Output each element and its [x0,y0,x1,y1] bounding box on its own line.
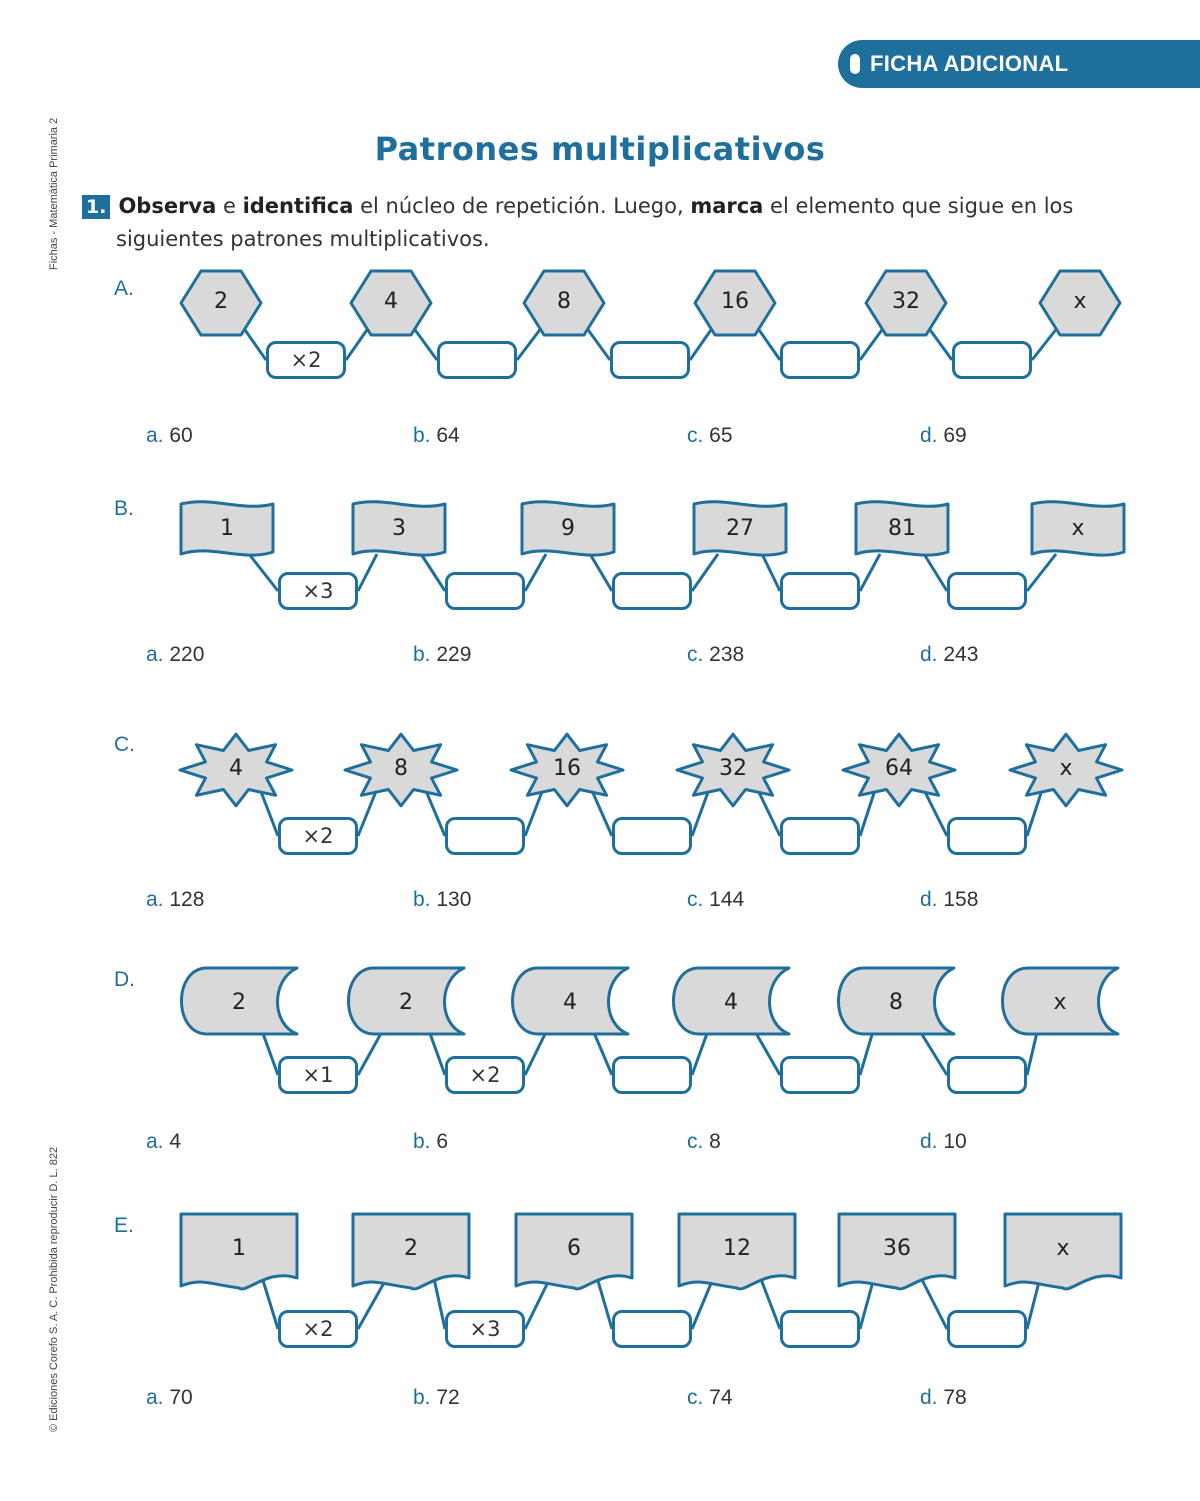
connector-line [757,327,780,360]
answer-option[interactable] [687,643,744,667]
answer-option-letter: d. [920,888,938,911]
operator-blank-box[interactable] [610,341,690,379]
connector-line [759,1274,780,1329]
connector-line [860,554,880,591]
answer-option-value: 65 [703,424,733,447]
connector-line [413,327,437,360]
pattern-value: 4 [229,756,243,781]
operator-blank-box[interactable] [780,1056,860,1094]
operator-blank-box[interactable] [612,1056,692,1094]
pattern-value: x [1053,990,1067,1015]
answer-option-value: 243 [937,643,979,666]
operator-blank-box[interactable] [780,817,860,855]
answer-option-value: 72 [430,1386,460,1409]
answer-option-letter: c. [687,1386,704,1409]
connector-line [1027,554,1056,591]
answer-option[interactable] [920,1386,967,1410]
pattern-value: 8 [889,990,903,1015]
answer-option-value: 8 [703,1130,721,1153]
answer-option-value: 4 [163,1130,182,1153]
pattern-value: 6 [567,1236,581,1261]
operator-blank-box[interactable] [780,341,860,379]
pattern-value: 27 [726,516,754,541]
page-title: Patrones multiplicativos [374,130,826,168]
connector-line [762,554,780,591]
instruction-verb-observa: Observa [118,194,217,218]
pattern-value: 2 [399,990,413,1015]
operator-blank-box[interactable] [445,572,525,610]
connector-line [924,554,947,591]
pattern-value: 64 [885,756,913,781]
answer-option-letter: d. [920,643,938,666]
operator-box: ×3 [278,572,358,610]
operator-blank-box[interactable] [952,341,1032,379]
pattern-value: 2 [214,289,228,314]
connector-line [928,327,952,360]
connector-line [346,327,369,360]
answer-option-letter: c. [687,888,704,911]
connector-line [421,554,445,591]
operator-blank-box[interactable] [947,1310,1027,1348]
side-credit-bottom: © Ediciones Corefo S. A. C. Prohibida reproducir D. L. 822 [48,1146,60,1432]
instruction-number: 1. [82,195,110,219]
instruction-verb-marca: marca [690,194,764,218]
answer-option[interactable] [920,888,978,912]
answer-option-value: 158 [937,888,979,911]
connector-line [586,327,610,360]
answer-option-letter: a. [146,1386,164,1409]
pattern-value: 1 [232,1236,246,1261]
pattern-value: 9 [561,516,575,541]
answer-option[interactable] [146,1386,193,1410]
pattern-value: 32 [719,756,747,781]
operator-box: ×2 [445,1056,525,1094]
pattern-value: 2 [232,990,246,1015]
connector-line [261,1274,278,1329]
operator-blank-box[interactable] [445,817,525,855]
instruction-text-3: el elemento que sigue en los [763,194,1074,218]
pattern-value: 4 [724,990,738,1015]
section-letter: E. [114,1214,134,1237]
connector-line [596,1274,612,1329]
connector-line [249,554,278,591]
answer-option-letter: b. [413,643,431,666]
answer-option-letter: d. [920,1130,938,1153]
operator-box: ×1 [278,1056,358,1094]
side-credit-top: Fichas - Matemática Primaria 2 [48,117,60,270]
connector-line [1032,327,1058,360]
answer-option[interactable] [687,1386,733,1410]
connector-line [358,554,377,591]
connector-line [692,554,718,591]
answer-option-value: 70 [163,1386,193,1409]
pattern-value: 2 [404,1236,418,1261]
pattern-value: 81 [888,516,916,541]
connector-line [690,327,713,360]
connector-line [517,327,542,360]
pattern-value: 1 [220,516,234,541]
answer-option[interactable] [687,424,733,448]
answer-option-value: 229 [430,643,472,666]
answer-option[interactable] [413,1386,460,1410]
answer-option[interactable] [920,1130,967,1154]
answer-option[interactable] [413,1130,448,1154]
answer-option-value: 74 [703,1386,733,1409]
pattern-value: 3 [392,516,406,541]
answer-option-value: 130 [430,888,472,911]
answer-option[interactable] [920,643,978,667]
answer-option-value: 220 [163,643,205,666]
answer-option[interactable] [687,1130,721,1154]
instruction-text-2: el núcleo de repetición. Luego, [353,194,691,218]
operator-blank-box[interactable] [437,341,517,379]
pattern-value: 16 [553,756,581,781]
answer-option-value: 6 [430,1130,449,1153]
answer-option[interactable] [413,643,471,667]
answer-option-value: 78 [937,1386,967,1409]
pattern-value: x [1073,289,1087,314]
answer-option[interactable] [146,888,204,912]
badge-label: FICHA ADICIONAL [870,51,1069,76]
connector-line [433,1274,445,1329]
instruction-line-2: siguientes patrones multiplicativos. [116,227,490,251]
answer-option-letter: c. [687,1130,704,1153]
connector-line [243,327,266,360]
pattern-value: x [1071,516,1085,541]
answer-option-value: 60 [163,424,193,447]
operator-blank-box[interactable] [612,1310,692,1348]
connector-line [919,1274,947,1329]
answer-option-value: 69 [937,424,967,447]
operator-blank-box[interactable] [780,1310,860,1348]
answer-option-letter: b. [413,888,431,911]
instruction-verb-identifica: identifica [242,194,354,218]
answer-option-value: 238 [703,643,745,666]
pattern-value: x [1056,1236,1070,1261]
section-letter: C. [114,733,135,756]
pattern-value: 36 [883,1236,911,1261]
pattern-value: 32 [892,289,920,314]
answer-option[interactable] [413,424,460,448]
section-letter: B. [114,497,134,520]
pattern-value: x [1059,756,1073,781]
pattern-value: 12 [723,1236,751,1261]
answer-option-value: 144 [703,888,745,911]
answer-option-letter: a. [146,424,164,447]
operator-blank-box[interactable] [780,572,860,610]
answer-option[interactable] [920,424,967,448]
answer-option-letter: a. [146,643,164,666]
answer-option-letter: c. [687,643,704,666]
pattern-value: 16 [721,289,749,314]
operator-box: ×2 [266,341,346,379]
answer-option-letter: a. [146,1130,164,1153]
answer-option-value: 128 [163,888,205,911]
instruction-text-1: e [216,194,243,218]
section-letter: D. [114,968,135,991]
operator-box: ×2 [278,1310,358,1348]
answer-option[interactable] [146,643,204,667]
section-letter: A. [114,277,134,300]
connector-line [525,554,546,591]
operator-blank-box[interactable] [612,572,692,610]
pattern-value: 8 [557,289,571,314]
pattern-value: 8 [394,756,408,781]
answer-option[interactable] [687,888,744,912]
operator-blank-box[interactable] [947,572,1027,610]
answer-option-letter: a. [146,888,164,911]
answer-option-value: 64 [430,424,460,447]
answer-option[interactable] [146,424,193,448]
operator-box: ×2 [278,817,358,855]
answer-option-value: 10 [937,1130,967,1153]
connector-line [590,554,612,591]
answer-option-letter: b. [413,424,431,447]
answer-option-letter: b. [413,1130,431,1153]
answer-option-letter: c. [687,424,704,447]
connector-line [860,327,884,360]
answer-option-letter: b. [413,1386,431,1409]
answer-option-letter: d. [920,1386,938,1409]
answer-option[interactable] [146,1130,181,1154]
pattern-value: 4 [563,990,577,1015]
answer-option-letter: d. [920,424,938,447]
answer-option[interactable] [413,888,471,912]
pattern-value: 4 [384,289,398,314]
operator-blank-box[interactable] [947,1056,1027,1094]
operator-blank-box[interactable] [612,817,692,855]
operator-box: ×3 [445,1310,525,1348]
operator-blank-box[interactable] [947,817,1027,855]
